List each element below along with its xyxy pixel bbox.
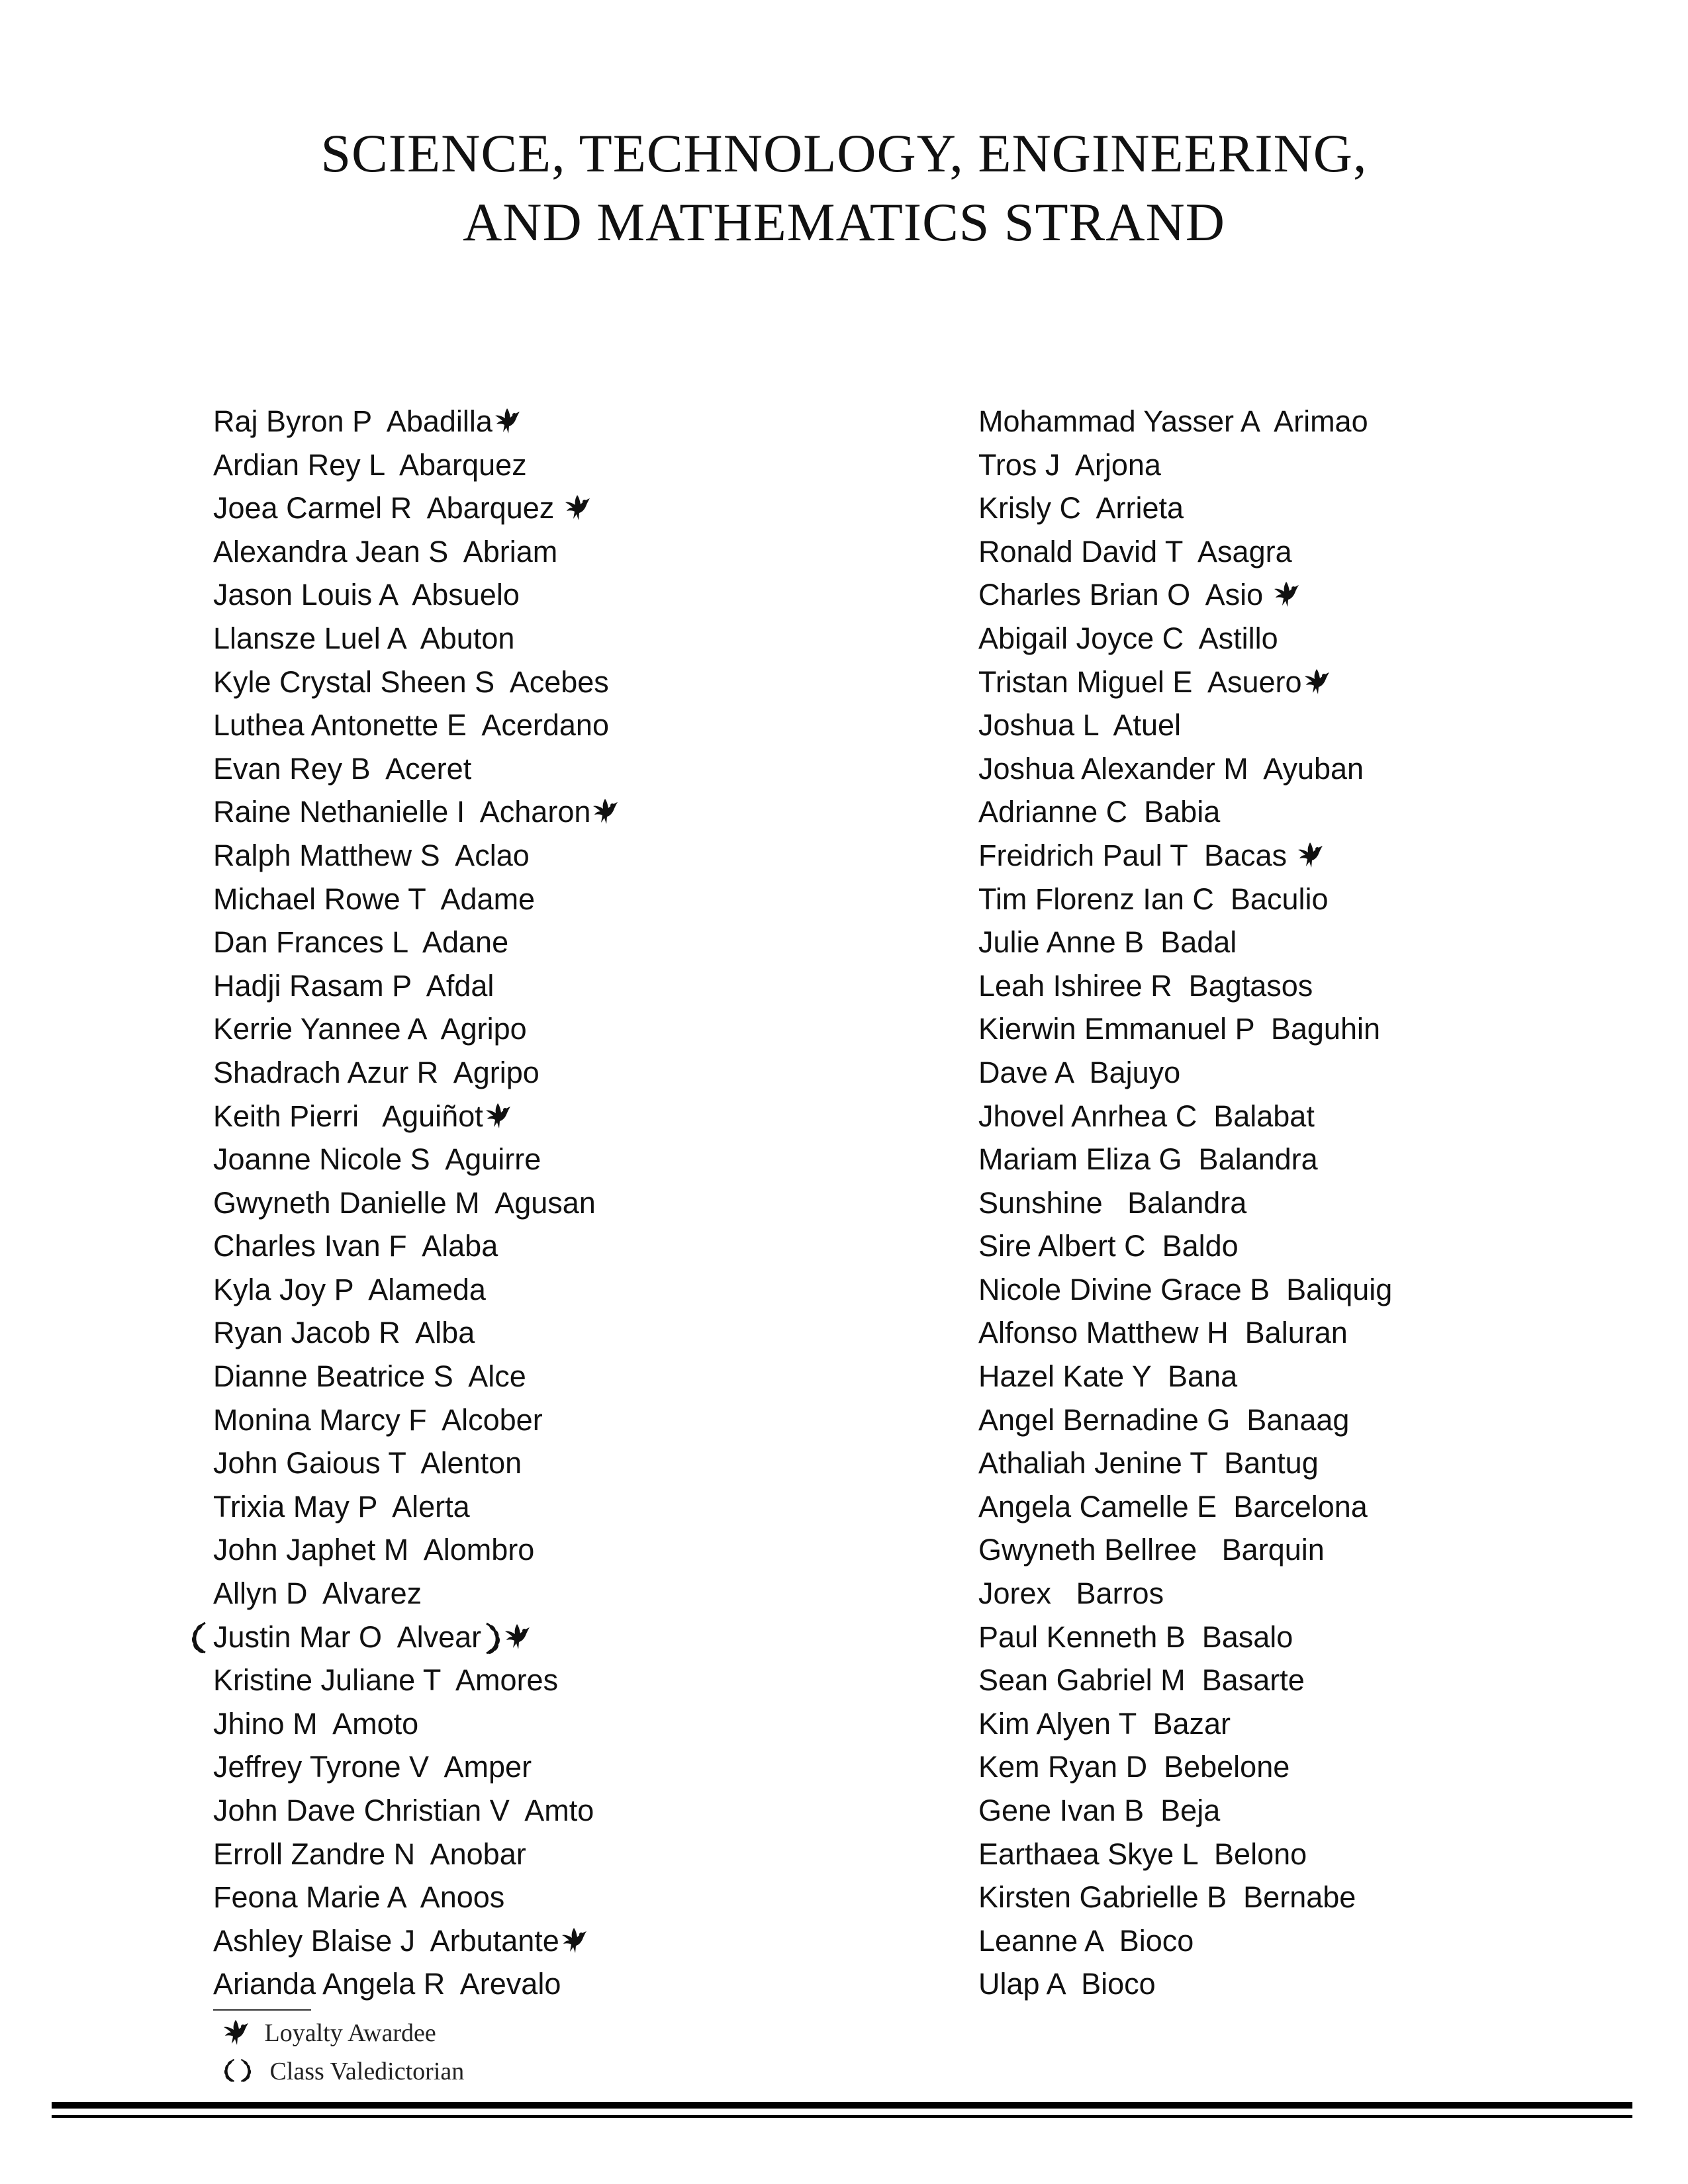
graduate-entry <box>978 1181 1640 1225</box>
eagle-icon <box>1273 580 1299 608</box>
graduate-name: Evan Rey B Aceret <box>213 751 472 786</box>
graduate-name: Jorex Barros <box>978 1576 1164 1611</box>
graduate-name: Jason Louis A Absuelo <box>213 578 520 612</box>
graduate-entry <box>213 964 875 1008</box>
graduate-name: Ardian Rey L Abarquez <box>213 447 527 482</box>
laurel-left-icon <box>189 1621 209 1654</box>
graduate-entry <box>978 1138 1640 1181</box>
graduate-entry <box>213 1051 875 1095</box>
footer-rule-thick <box>52 2102 1632 2109</box>
graduate-entry <box>213 790 875 834</box>
graduate-name: Justin Mar O Alvear <box>213 1619 482 1654</box>
graduate-name: Arianda Angela R Arevalo <box>213 1967 561 2001</box>
graduate-name: Raj Byron P Abadilla <box>213 404 492 438</box>
graduate-entry <box>978 1789 1640 1833</box>
graduate-name: Leanne A Bioco <box>978 1923 1194 1958</box>
graduate-name: Ronald David T Asagra <box>978 534 1292 569</box>
graduate-name: Shadrach Azur R Agripo <box>213 1055 539 1089</box>
graduate-entry <box>213 1745 875 1789</box>
graduate-name: Kyla Joy P Alameda <box>213 1272 486 1306</box>
graduate-entry <box>978 1355 1640 1398</box>
eagle-icon <box>222 2019 249 2046</box>
graduate-name: Jeffrey Tyrone V Amper <box>213 1750 532 1784</box>
graduate-entry <box>213 1789 875 1833</box>
graduate-entry <box>213 530 875 574</box>
title-line-2: AND MATHEMATICS STRAND <box>463 192 1225 252</box>
legend-loyalty-label: Loyalty Awardee <box>264 2019 436 2047</box>
graduate-name: Ashley Blaise J Arbutante <box>213 1923 559 1958</box>
graduate-entry <box>213 1833 875 1876</box>
graduate-entry <box>978 573 1640 617</box>
graduate-entry <box>978 1962 1640 2006</box>
graduate-name: Ulap A Bioco <box>978 1967 1156 2001</box>
graduate-entry <box>213 1702 875 1746</box>
graduate-name: Kirsten Gabrielle B Bernabe <box>978 1880 1356 1915</box>
graduate-entry <box>213 921 875 964</box>
legend-valedictorian <box>222 2057 464 2089</box>
footer-rule-thin <box>52 2115 1632 2118</box>
graduate-entry <box>978 1095 1640 1138</box>
graduate-entry <box>978 921 1640 964</box>
graduate-entry <box>213 486 875 530</box>
graduate-entry <box>978 1659 1640 1702</box>
graduate-entry <box>978 704 1640 747</box>
graduate-name: Gwyneth Danielle M Agusan <box>213 1185 596 1220</box>
graduate-entry <box>978 486 1640 530</box>
graduate-name: Alexandra Jean S Abriam <box>213 534 558 569</box>
graduate-entry <box>213 1224 875 1268</box>
graduate-name: Tros J Arjona <box>978 447 1161 482</box>
graduate-name: Tristan Miguel E Asuero <box>978 664 1302 699</box>
graduate-name: Sunshine Balandra <box>978 1185 1247 1220</box>
graduate-name: Trixia May P Alerta <box>213 1489 470 1524</box>
legend-loyalty <box>222 2019 436 2049</box>
graduate-name: Kim Alyen T Bazar <box>978 1706 1231 1741</box>
graduate-entry <box>213 1485 875 1529</box>
graduate-name: Leah Ishiree R Bagtasos <box>978 968 1313 1003</box>
right-name-column <box>978 400 1640 2006</box>
eagle-icon <box>504 1623 530 1651</box>
graduate-name: Dianne Beatrice S Alce <box>213 1359 526 1394</box>
graduate-entry <box>213 400 875 443</box>
graduate-name: Tim Florenz Ian C Baculio <box>978 882 1329 916</box>
graduate-name: Feona Marie A Anoos <box>213 1880 505 1915</box>
eagle-icon <box>1297 841 1323 869</box>
graduate-entry <box>978 1051 1640 1095</box>
graduate-name: Charles Brian O Asio <box>978 578 1272 612</box>
legend-divider <box>213 2009 311 2011</box>
graduate-name: Kierwin Emmanuel P Baguhin <box>978 1012 1380 1046</box>
graduate-name: Paul Kenneth B Basalo <box>978 1619 1293 1654</box>
graduate-entry <box>978 747 1640 791</box>
graduate-entry <box>213 834 875 878</box>
graduate-entry <box>213 1268 875 1312</box>
graduate-name: Michael Rowe T Adame <box>213 882 536 916</box>
graduate-name: Llansze Luel A Abuton <box>213 621 515 655</box>
graduate-name: Abigail Joyce C Astillo <box>978 621 1278 655</box>
graduate-entry <box>213 1441 875 1485</box>
graduate-name: Sean Gabriel M Basarte <box>978 1663 1305 1698</box>
graduate-entry <box>978 1268 1640 1312</box>
graduate-name: Charles Ivan F Alaba <box>213 1229 498 1263</box>
graduate-name: John Gaious T Alenton <box>213 1446 522 1480</box>
graduate-entry <box>978 1745 1640 1789</box>
graduate-name: Angela Camelle E Barcelona <box>978 1489 1368 1524</box>
graduate-entry <box>213 1876 875 1919</box>
graduate-entry <box>978 400 1640 443</box>
laurel-right-icon <box>483 1621 502 1655</box>
graduate-name: Ryan Jacob R Alba <box>213 1316 475 1350</box>
graduate-name: Julie Anne B Badal <box>978 925 1237 960</box>
graduate-entry <box>978 1572 1640 1615</box>
graduate-name: Joanne Nicole S Aguirre <box>213 1142 541 1177</box>
graduate-entry <box>978 1007 1640 1051</box>
graduate-entry <box>978 1485 1640 1529</box>
eagle-icon <box>485 1102 511 1130</box>
graduate-entry <box>213 1007 875 1051</box>
graduate-name: Monina Marcy F Alcober <box>213 1402 543 1437</box>
graduate-name: Jhino M Amoto <box>213 1706 419 1741</box>
graduate-name: Gene Ivan B Beja <box>978 1794 1221 1827</box>
graduate-name: Nicole Divine Grace B Baliquig <box>978 1272 1393 1306</box>
graduate-entry <box>213 1528 875 1572</box>
laurel-wreath-icon <box>222 2056 254 2086</box>
graduate-name: Joshua Alexander M Ayuban <box>978 751 1364 786</box>
eagle-icon <box>564 494 590 522</box>
graduate-entry <box>213 617 875 660</box>
eagle-icon <box>494 407 520 435</box>
graduate-name: Mariam Eliza G Balandra <box>978 1142 1318 1177</box>
graduate-entry <box>978 1224 1640 1268</box>
graduate-entry <box>213 1615 875 1659</box>
eagle-icon <box>592 797 618 825</box>
graduate-entry <box>213 1355 875 1398</box>
graduate-entry <box>213 443 875 487</box>
graduate-name: Kem Ryan D Bebelone <box>978 1750 1290 1784</box>
graduate-entry <box>978 878 1640 921</box>
graduate-name: Angel Bernadine G Banaag <box>978 1402 1350 1437</box>
graduate-name: Dave A Bajuyo <box>978 1055 1181 1089</box>
graduate-name: Jhovel Anrhea C Balabat <box>978 1099 1315 1133</box>
graduate-entry <box>978 530 1640 574</box>
graduate-entry <box>213 573 875 617</box>
graduate-name: John Dave Christian V Amto <box>213 1794 594 1827</box>
graduate-entry <box>213 1919 875 1963</box>
graduate-name: Alfonso Matthew H Baluran <box>978 1316 1348 1350</box>
eagle-icon <box>1303 668 1330 696</box>
graduate-name: Hadji Rasam P Afdal <box>213 968 494 1003</box>
graduate-name: Freidrich Paul T Bacas <box>978 838 1295 872</box>
graduate-name: Allyn D Alvarez <box>213 1576 422 1611</box>
graduate-name: Earthaea Skye L Belono <box>978 1837 1307 1871</box>
graduate-name: Joshua L Atuel <box>978 708 1182 743</box>
graduate-entry <box>978 1528 1640 1572</box>
graduate-entry <box>978 1876 1640 1919</box>
graduate-name: Hazel Kate Y Bana <box>978 1359 1238 1394</box>
title-line-1: SCIENCE, TECHNOLOGY, ENGINEERING, <box>320 123 1368 183</box>
graduate-name: Joea Carmel R Abarquez <box>213 491 563 525</box>
graduate-entry <box>978 834 1640 878</box>
graduate-name: Gwyneth Bellree Barquin <box>978 1533 1325 1567</box>
legend-valedictorian-label: Class Valedictorian <box>269 2058 465 2085</box>
graduate-entry <box>213 1572 875 1615</box>
graduate-entry <box>978 660 1640 704</box>
graduate-entry <box>213 1398 875 1442</box>
graduate-entry <box>978 1833 1640 1876</box>
graduate-name: Kyle Crystal Sheen S Acebes <box>213 664 609 699</box>
graduate-entry <box>978 1615 1640 1659</box>
page-title <box>0 119 1688 257</box>
left-name-column <box>213 400 875 2006</box>
graduate-entry <box>213 1138 875 1181</box>
graduate-name: Ralph Matthew S Aclao <box>213 838 530 872</box>
graduate-name: John Japhet M Alombro <box>213 1533 535 1567</box>
graduate-name: Keith Pierri Aguiñot <box>213 1099 483 1133</box>
graduate-entry <box>213 1962 875 2006</box>
graduate-name: Adrianne C Babia <box>978 795 1221 829</box>
graduate-entry <box>978 1311 1640 1355</box>
graduate-name: Sire Albert C Baldo <box>978 1229 1239 1263</box>
graduate-name: Mohammad Yasser A Arimao <box>978 404 1368 438</box>
graduate-entry <box>213 1181 875 1225</box>
graduate-entry <box>978 443 1640 487</box>
graduate-name: Athaliah Jenine T Bantug <box>978 1446 1319 1480</box>
graduate-entry <box>213 1095 875 1138</box>
graduate-entry <box>978 964 1640 1008</box>
graduate-name: Luthea Antonette E Acerdano <box>213 708 609 743</box>
graduate-name: Erroll Zandre N Anobar <box>213 1837 526 1871</box>
graduate-entry <box>978 1702 1640 1746</box>
graduate-entry <box>213 1659 875 1702</box>
graduate-name: Kristine Juliane T Amores <box>213 1663 559 1698</box>
graduate-name: Kerrie Yannee A Agripo <box>213 1012 527 1046</box>
graduate-entry <box>213 878 875 921</box>
graduate-name: Dan Frances L Adane <box>213 925 509 960</box>
graduate-entry <box>213 704 875 747</box>
graduate-name: Raine Nethanielle I Acharon <box>213 795 591 829</box>
eagle-icon <box>561 1927 587 1954</box>
graduate-entry <box>213 660 875 704</box>
graduate-entry <box>978 1919 1640 1963</box>
graduate-entry <box>213 1311 875 1355</box>
graduate-name: Krisly C Arrieta <box>978 491 1184 525</box>
graduate-entry <box>978 617 1640 660</box>
graduate-entry <box>978 1398 1640 1442</box>
graduate-entry <box>978 1441 1640 1485</box>
graduate-entry <box>978 790 1640 834</box>
graduate-entry <box>213 747 875 791</box>
